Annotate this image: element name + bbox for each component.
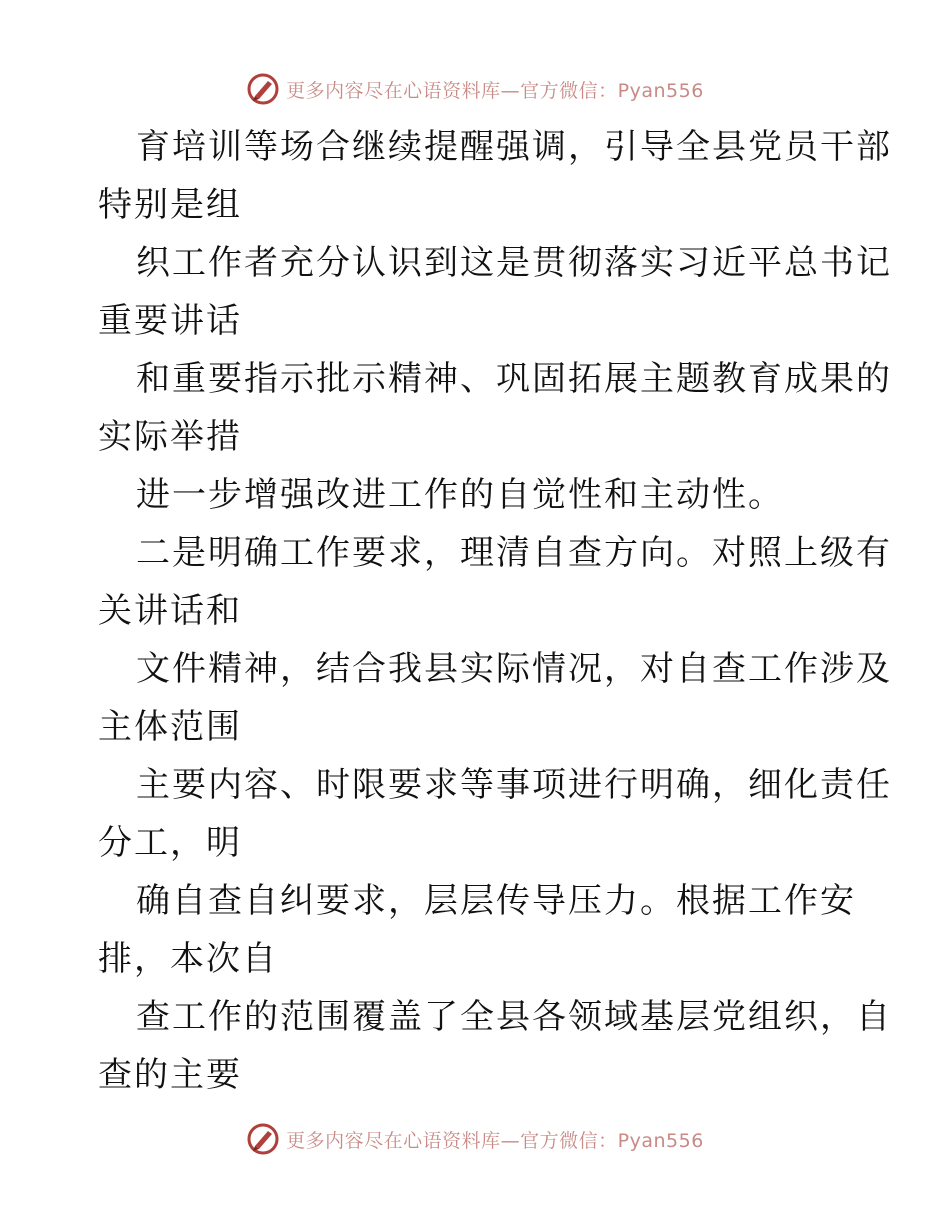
text-line: 排，本次自 [98,939,278,979]
text-line: 查工作的范围覆盖了全县各领域基层党组织，自 [136,997,892,1037]
text-line: 关讲话和 [98,591,242,631]
header-text: 更多内容尽在心语资料库—官方微信：Pyan556 [286,79,704,102]
document-body [98,118,892,1104]
text-line: 织工作者充分认识到这是贯彻落实习近平总书记 [136,243,892,283]
text-line: 特别是组 [98,185,242,225]
text-line: 和重要指示批示精神、巩固拓展主题教育成果的 [136,359,892,399]
footer-text: 更多内容尽在心语资料库—官方微信：Pyan556 [286,1129,704,1152]
text-line: 查的主要 [98,1055,242,1095]
text-line: 主要内容、时限要求等事项进行明确，细化责任 [136,765,892,805]
pen-circle-logo-icon [246,1122,280,1156]
pen-circle-logo-icon [246,72,280,106]
text-line: 确自查自纠要求，层层传导压力。根据工作安 [136,881,856,921]
text-line: 重要讲话 [98,301,242,341]
text-line: 主体范围 [98,707,242,747]
footer-banner [0,1122,950,1156]
text-line: 二是明确工作要求，理清自查方向。对照上级有 [136,533,892,573]
text-line: 分工，明 [98,823,242,863]
text-line: 文件精神，结合我县实际情况，对自查工作涉及 [136,649,892,689]
header-banner [0,72,950,106]
text-line: 实际举措 [98,417,242,457]
text-line: 进一步增强改进工作的自觉性和主动性。 [136,475,784,515]
text-line: 育培训等场合继续提醒强调，引导全县党员干部 [136,127,892,167]
